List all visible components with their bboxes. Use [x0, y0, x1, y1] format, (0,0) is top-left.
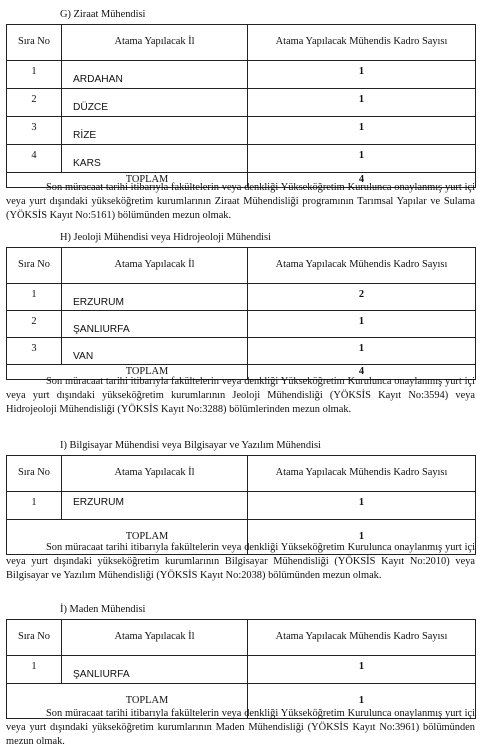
requirement-text: Son müracaat tarihi itibarıyla fakültelerin veya denkliği Yükseköğretim Kurulunca onaylanmış yurt içi veya yurt dışındaki yükseköğretim kurumlarının Ziraat Mühendisliği programının Tarımsal Yapılar ve Sulama (YÖKSİS Kayıt No:5161) bölümünden mezun olmak.: [6, 182, 475, 222]
row-city: VAN: [62, 338, 248, 365]
requirement-text: Son müracaat tarihi itibarıyla fakültelerin veya denkliği Yükseköğretim Kurulunca onaylanmış yurt içi veya yurt dışındaki yükseköğretim kurumlarının Bilgisayar Mühendisliği (YÖKSİS Kayıt No:2010) veya Bilgisayar ve Yazılım Mühendisliği (YÖKSİS Kayıt No:2038) bölümünden mezun olmak.: [6, 542, 475, 582]
header-il: Atama Yapılacak İl: [62, 248, 248, 284]
header-il: Atama Yapılacak İl: [62, 620, 248, 656]
row-count: 1: [248, 338, 476, 365]
header-kadro-sayisi: Atama Yapılacak Mühendis Kadro Sayısı: [248, 456, 476, 492]
row-count: 2: [248, 284, 476, 311]
total-label: TOPLAM: [7, 365, 248, 380]
staff-table: [6, 619, 476, 719]
section-title: H) Jeoloji Mühendisi veya Hidrojeoloji Mühendisi: [60, 232, 271, 243]
section-title: I) Bilgisayar Mühendisi veya Bilgisayar ve Yazılım Mühendisi: [60, 440, 321, 451]
row-number: 4: [7, 145, 62, 173]
row-count: 1: [248, 117, 476, 145]
row-city: ERZURUM: [62, 284, 248, 311]
table-row: [7, 145, 476, 173]
section-title: İ) Maden Mühendisi: [60, 604, 146, 615]
table-row: [7, 656, 476, 684]
table-row: [7, 492, 476, 520]
row-city: ŞANLIURFA: [62, 656, 248, 684]
row-count: 1: [248, 311, 476, 338]
row-number: 1: [7, 284, 62, 311]
row-number: 3: [7, 338, 62, 365]
total-value: 4: [248, 365, 476, 380]
header-kadro-sayisi: Atama Yapılacak Mühendis Kadro Sayısı: [248, 25, 476, 61]
requirement-paragraph: [6, 707, 475, 749]
table-row: [7, 89, 476, 117]
row-count: 1: [248, 145, 476, 173]
header-il: Atama Yapılacak İl: [62, 25, 248, 61]
table-header-row: [7, 620, 476, 656]
total-value: 1: [248, 684, 476, 719]
total-label: TOPLAM: [7, 520, 248, 555]
requirement-text: Son müracaat tarihi itibarıyla fakültelerin veya denkliği Yükseköğretim Kurulunca onaylanmış yurt içi veya yurt dışındaki yükseköğretim kurumlarının Maden Mühendisliği (YÖKSİS Kayıt No:3961) bölümünden mezun olmak.: [6, 708, 475, 748]
section-title: G) Ziraat Mühendisi: [60, 9, 146, 20]
table-row: [7, 117, 476, 145]
row-city: ŞANLIURFA: [62, 311, 248, 338]
staff-table: [6, 24, 476, 188]
row-count: 1: [248, 61, 476, 89]
table-header-row: [7, 248, 476, 284]
header-sira-no: Sıra No: [7, 25, 62, 61]
row-count: 1: [248, 492, 476, 520]
total-label: TOPLAM: [7, 173, 248, 188]
table-header-row: [7, 456, 476, 492]
total-value: 4: [248, 173, 476, 188]
staff-table: [6, 455, 476, 555]
row-number: 2: [7, 89, 62, 117]
header-kadro-sayisi: Atama Yapılacak Mühendis Kadro Sayısı: [248, 248, 476, 284]
row-number: 2: [7, 311, 62, 338]
requirement-paragraph: [6, 541, 475, 583]
header-sira-no: Sıra No: [7, 456, 62, 492]
header-sira-no: Sıra No: [7, 620, 62, 656]
staff-table: [6, 247, 476, 380]
row-number: 1: [7, 656, 62, 684]
table-row: [7, 284, 476, 311]
table-row: [7, 338, 476, 365]
row-city: RİZE: [62, 117, 248, 145]
total-label: TOPLAM: [7, 684, 248, 719]
table-header-row: [7, 25, 476, 61]
requirement-text: Son müracaat tarihi itibarıyla fakültelerin veya denkliği Yükseköğretim Kurulunca onaylanmış yurt içi veya yurt dışındaki yükseköğretim kurumlarının Jeoloji Mühendisliği (YÖKSİS Kayıt No:3594) veya Hidrojeoloji Mühendisliği (YÖKSİS Kayıt No:3288) bölümlerinden mezun olmak.: [6, 376, 475, 416]
row-number: 3: [7, 117, 62, 145]
row-city: KARS: [62, 145, 248, 173]
header-kadro-sayisi: Atama Yapılacak Mühendis Kadro Sayısı: [248, 620, 476, 656]
total-value: 1: [248, 520, 476, 555]
requirement-paragraph: [6, 181, 475, 223]
row-city: DÜZCE: [62, 89, 248, 117]
row-number: 1: [7, 492, 62, 520]
header-sira-no: Sıra No: [7, 248, 62, 284]
row-count: 1: [248, 656, 476, 684]
table-row: [7, 61, 476, 89]
requirement-paragraph: [6, 375, 475, 417]
header-il: Atama Yapılacak İl: [62, 456, 248, 492]
row-city: ERZURUM: [62, 492, 248, 520]
row-city: ARDAHAN: [62, 61, 248, 89]
table-row: [7, 311, 476, 338]
row-count: 1: [248, 89, 476, 117]
row-number: 1: [7, 61, 62, 89]
